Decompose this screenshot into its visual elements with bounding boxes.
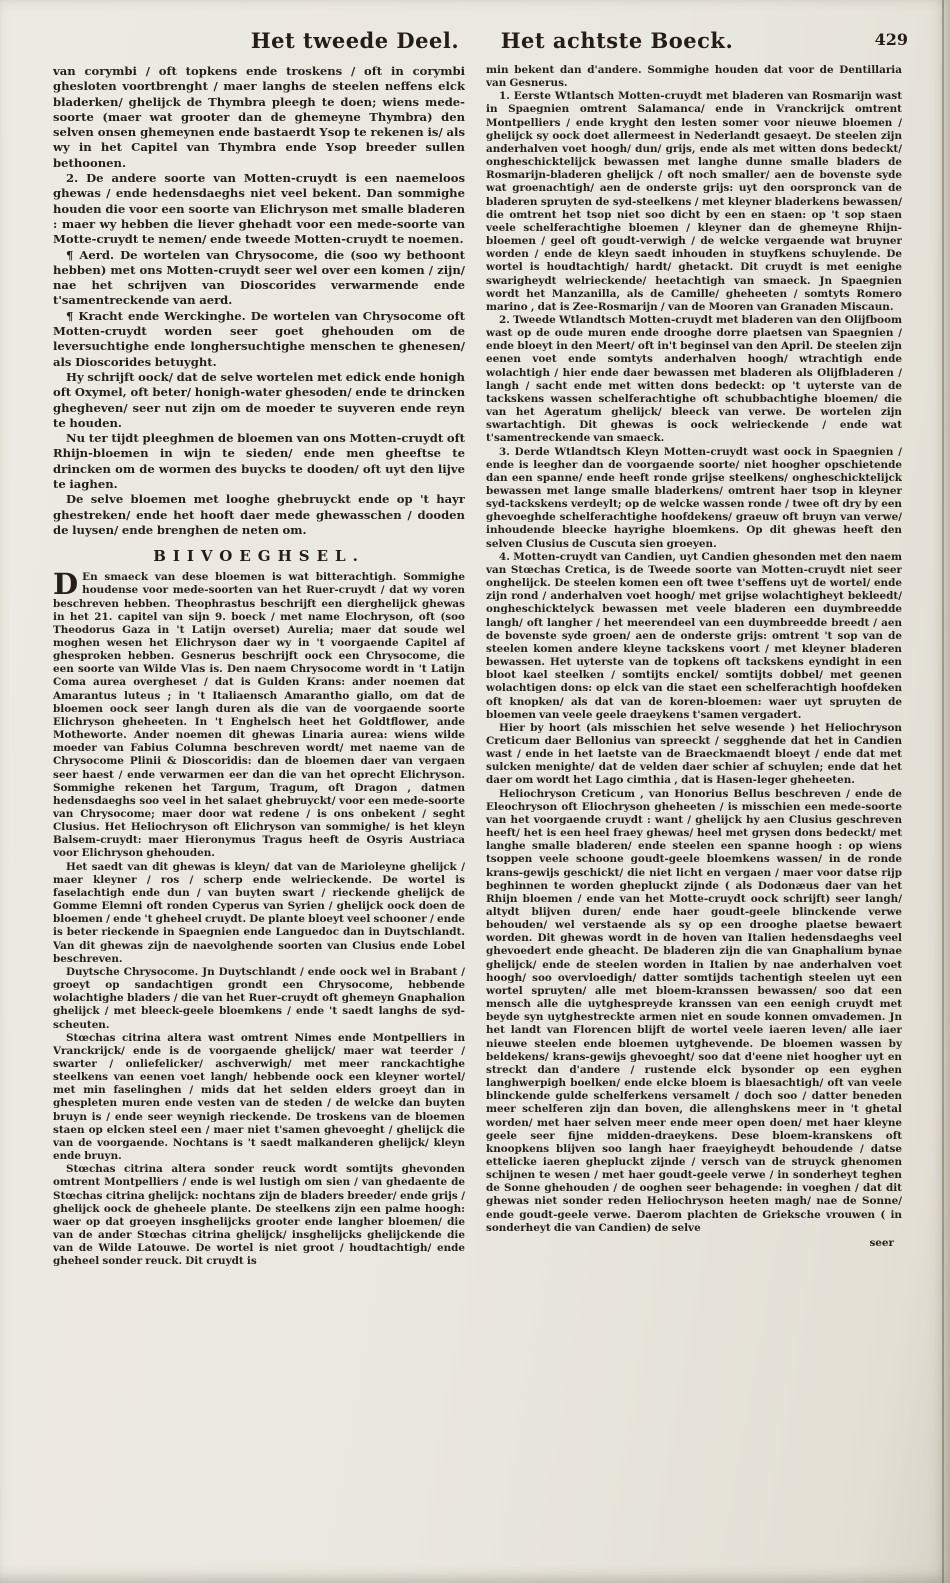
left-text-column: [53, 64, 465, 1549]
paragraph: 2. Tweede Wtlandtsch Motten-cruydt met bladeren van den Olijfboom wast op de oude muren ende drooghe dorre plaetsen van Spaegnien / ende bloeyt in den Meert/ oft in't beginsel van den April. De steelen zijn eenen voet ende somtyts anderhalven hoogh/ wtrachtigh ende wolachtigh / hier ende daer bewassen met bladeren als Olijfbladeren / langh / sacht ende met witten dons bedeckt: op 't uyterste van de tackskens wassen schelferachtighe oft schubbachtighe bloemen/ die van het Ageratum ghelijck/ bleeck van verwe. De wortelen zijn swartachtigh. Dit ghewas is oock welrieckende / ende wat t'samentreckende van smaeck.: [486, 313, 902, 445]
page-number: 429: [874, 30, 908, 49]
paragraph: min bekent dan d'andere. Sommighe houden dat voor de Dentillaria van Gesnerus.: [486, 64, 902, 90]
paragraph: Heliochryson Creticum , van Honorius Bellus beschreven / ende de Eleochryson oft Eliochryson gheheeten / is misschien een mede-soorte van het voorgaende cruydt : want / ghelijck hy aen Clusius geschreven heeft/ het is een heel fraey ghewas/ heel met grysen dons bedeckt/ met langhe smalle bladeren/ ende steelen een spanne hoogh : op wiens tsoppen veele schoone goudt-geele bloemkens wassen/ in de ronde krans-gewijs geschickt/ die niet licht en vergaen / maer voor datse rijp beghinnen te worden ghepluckt zijnde ( als Dodonæus daer van het Rhijn bloemen / ende van het Motte-cruydt oock schrijft) seer langh/ altydt blijven duren/ ende haer goudt-geele blinckende verwe behouden/ wel verstaende als sy op een drooghe plaetse bewaert worden. Dit ghewas wordt in de hoven van Italien hedensdaeghs veel ghevoedert ende gheacht. De bladeren zijn die van Gnaphalium bynae ghelijck/ ende de steelen worden in Italien by nae anderhalven voet hoogh/ soo overvloedigh/ datter somtijds tachentigh steelen uyt een wortel spruyten/ alle met bloem-kranssen bewassen/ soo dat een mensch alle die uytghespreyde kranssen van een eenigh cruydt met beyde syn uytghestreckte armen niet en soude konnen omvademen. Jn het landt van Florencen blijft de wortel veele iaeren leven/ alle iaer nieuwe steelen ende bloemen uytghevende. De bloemen wassen by beldekens/ krans-gewijs ghevoeght/ soo dat d'eene niet hoogher uyt en streckt dan d'andere / rustende elck bysonder op een eyghen langhwerpigh boelken/ ende elcke bloem is blaesachtigh/ oft van veele blinckende gulde schelferkens versamelt / doch soo / datter beneden meer schelferen zijn dan boven, die allenghskens meer in 't ghetal worden/ met haer selven meer ende meer open doen/ met haer kleyne geele seer fijne midden-draeykens. Dese bloem-kranskens oft knoopkens blijven soo langh haer fraeyigheydt behoudende / datse ettelicke iaeren ghepluckt zijnde / versch van de struyck ghenomen schijnen te wesen / met haer goudt-geele verwe / in sonderheyt teghen de Sonne ghehouden / de ooghen seer behagende: in voeghen / dat dit ghewas niet sonder reden Heliochryson heeten magh/ nae de Sonne/ ende goudt-geele verwe. Daerom plachten de Grieksche vrouwen ( in sonderheyt die van Candien) de selve: [486, 787, 902, 1234]
header-left-title: Het tweede Deel.: [250, 28, 460, 53]
drop-cap: D: [53, 567, 79, 602]
section-heading: BIIVOEGHSEL.: [153, 547, 365, 566]
paragraph: Stœchas citrina altera sonder reuck wordt somtijts ghevonden omtrent Montpelliers / ende is wel lustigh om sien / van ghedaente de Stœchas citrina ghelijck: nochtans zijn de bladers breeder/ ende grijs / ghelijck oock de gheheele plante. De steelkens zijn een palme hoogh: waer op dat groeyen insghelijcks grooter ende langher bloemen/ die van de ander Stœchas citrina ghelijck/ insghelijcks ghelijckende die van de Wilde Latouwe. De wortel is niet groot / houdtachtigh/ ende gheheel sonder reuck. Dit cruydt is: [53, 1163, 465, 1268]
paragraph: Hier by hoort (als misschien het selve wesende ) het Heliochryson Creticum daer Bellonius van spreeckt / segghende dat het in Candien wast / ende in het laetste van de Braeckmaendt bloeyt / ende dat met sulcken menighte/ dat de velden daer schier af schuylen; ende dat het daer om wordt het Lago cimthia , dat is Hasen-leger gheheeten.: [486, 721, 902, 787]
paragraph: 4. Motten-cruydt van Candien, uyt Candien ghesonden met den naem van Stœchas Cretica, is de Tweede soorte van Motten-cruydt niet seer onghelijck. De steelen komen een oft twee t'seffens uyt de wortel/ ende zijn rond / anderhalven voet hoogh/ met grijse wolachtigheyt bekleedt/ ongheschicktelyck bewassen met veele bladeren een duymbreedde langh/ oft langher / het meerendeel van een duymbreedde breedt / aen de bovenste syde groen/ aen de onderste grijs: omtrent 't sop van de steelen komen andere kleyne tackskens voort / met kleyner bladeren bewassen. Het uyterste van de topkens oft tackskens eyndight in een bloot kael steelken / somtijts enckel/ somtijts dobbel/ met geenen wolachtigen dons: op elck van die staet een schelferachtigh hoofdeken oft knopken/ als dat van de koren-bloemen: waer uyt spruyten de bloemen van veele geele draeykens t'samen vergadert.: [486, 550, 902, 721]
running-head: [0, 28, 950, 58]
paragraph: 3. Derde Wtlandtsch Kleyn Motten-cruydt wast oock in Spaegnien / ende is leegher dan de voorgaende soorte/ niet hoogher opschietende dan een spanne/ ende heeft ronde grijse steelkens/ ongheschicktelijck bewassen met lange smalle bladerkens/ omtrent haer tsop in kleyner syd-tackskens verdeylt; op de welcke wassen ronde / twee oft dry by een ghevoeghde schelferachtighe hoofdekens/ graeuw oft bruyn van verwe/ inhoudende bleecke hayrighe bloemkens. Op dit ghewas heeft den selven Clusius de Cuscuta sien groeyen.: [486, 445, 902, 550]
paragraph: Duytsche Chrysocome. Jn Duytschlandt / ende oock wel in Brabant / groeyt op sandachtigen grondt een Chrysocome, hebbende wolachtighe bladers / die van het Ruer-cruydt oft ghemeyn Gnaphalion ghelijck / met bleeck-geele bloemkens / ende 't saedt langhs de syd-scheuten.: [53, 965, 465, 1031]
paragraph: Nu ter tijdt pleeghmen de bloemen van ons Motten-cruydt oft Rhijn-bloemen in wijn te sieden/ ende men gheeftse te drincken om de wormen des buycks te dooden/ oft uyt den lijve te iaghen.: [53, 431, 465, 492]
paragraph: Hy schrijft oock/ dat de selve wortelen met edick ende honigh oft Oxymel, oft beter/ honigh-water ghesoden/ ende te drincken ghegheven/ seer nut zijn om de moeder te suyveren ende reyn te houden.: [53, 369, 465, 430]
paragraph: Het saedt van dit ghewas is kleyn/ dat van de Marioleyne ghelijck / maer kleyner / ros / scherp ende welrieckende. De wortel is faselachtigh ende dun / van buyten swart / rieckende ghelijck de Gomme Elemni oft ronden Cyperus van Syrien / ghelijck oock doen de bloemen / ende 't gheheel cruydt. De plante bloeyt veel schooner / ende is beter rieckende in Spaegnien ende Languedoc dan in Duytschlandt. Van dit ghewas zijn de naevolghende soorten van Clusius ende Lobel beschreven.: [53, 860, 465, 965]
catchword: seer: [869, 1236, 894, 1249]
paragraph: ¶ Kracht ende Werckinghe. De wortelen van Chrysocome oft Motten-cruydt worden seer goet ghehouden om de leversuchtighe ende longhersuchtighe menschen te ghenesen/ als Dioscorides betuyght.: [53, 308, 465, 369]
paragraph: 2. De andere soorte van Motten-cruydt is een naemeloos ghewas / ende hedensdaeghs niet veel bekent. Dan sommighe houden die voor een soorte van Elichryson met smalle bladeren : maer wy hebben die liever ghehadt voor een mede-soorte van Motte-cruydt te nemen/ ende tweede Motten-cruydt te noemen.: [53, 171, 465, 247]
paragraph: D En smaeck van dese bloemen is wat bitterachtigh. Sommighe houdense voor mede-soorten van het Ruer-cruydt / dat wy voren beschreven hebben. Theophrastus beschrijft een dierghelijck ghewas in het 21. capitel van sijn 9. boeck / met name Elochryson, oft (soo Theodorus Gaza in 't Latijn overset) Aurelia; maer dat soude wel moghen wesen het Elichryson daer wy in 't voorgaende Capitel af ghesproken hebben. Gesnerus beschrijft oock een Chrysocome, die een soorte van Wilde Vlas is. Den naem Chrysocome wordt in 't Latijn Coma aurea overgheset / dat is Gulden Krans: ander noemen dat Amarantus luteus ; in 't Italiaensch Amarantho giallo, om dat de bloemen oock seer langh duren als die van de voorgaende soorte Elichryson gheheeten. In 't Enghelsch heet het Goldtflower, ande Motheworte. Ander noemen dit ghewas Linaria aurea: wiens wilde moeder van Fabius Columna beschreven wordt/ met naeme van de Chrysocome Plinii & Dioscoridis: dan de bloemen daer van vergaen seer haest / ende verwarmen eer dan die van het oprecht Elichryson. Sommighe rekenen het Targum, Tragum, oft Dragon , datmen hedensdaeghs soo veel in het salaet ghebruyckt/ voor een mede-soorte van Chrysocome; maer door wat redene / is ons onbekent / seght Clusius. Het Heliochryson oft Elichryson van sommighe/ is het kleyn Balsem-cruydt: maer Hieronymus Tragus heeft de Osyris Austriaca voor Elichryson ghehouden.: [53, 567, 465, 860]
right-text-column: [486, 64, 902, 1549]
paragraph: ¶ Aerd. De wortelen van Chrysocome, die (soo wy bethoont hebben) met ons Motten-cruydt seer wel over een komen / zijn/ nae het schrijven van Dioscorides verwarmende ende t'samentreckende van aerd.: [53, 247, 465, 308]
header-right-title: Het achtste Boeck.: [500, 28, 734, 53]
paragraph: Stœchas citrina altera wast omtrent Nimes ende Montpelliers in Vranckrijck/ ende is de voorgaende ghelijck/ maer wat teerder / swarter / onliefelicker/ aschverwigh/ met meer ranckachtighe steelkens van eenen voet langh/ hebbende oock een kleyner wortel/ met min faselinghen / mids dat het selden elders groeyt dan in ghespleten muren ende vesten van de steden / de welcke dan buyten bruyn is / ende seer weynigh rieckende. De troskens van de bloemen staen op elcken steel een / maer niet t'samen ghevoeght / ghelijck die van de voorgaende. Nochtans is 't saedt malkanderen ghelijck/ kleyn ende bruyn.: [53, 1031, 465, 1163]
paragraph: van corymbi / oft topkens ende troskens / oft in corymbi ghesloten voortbrenght / maer langhs de steelen neffens elck bladerken/ ghelijck de Thymbra pleegh te doen; wiens mede-soorte (maer wat grooter dan de ghemeyne Thymbra) den selven onsen ghemeynen ende bastaerdt Ysop te rekenen is/ als wy in het Capitel van Thymbra ende Ysop breeder sullen bethoonen.: [53, 64, 465, 170]
paragraph: De selve bloemen met looghe ghebruyckt ende op 't hayr ghestreken/ ende het hooft daer mede ghewasschen / dooden de luysen/ ende brenghen de neten om.: [53, 492, 465, 537]
paragraph: 1. Eerste Wtlantsch Motten-cruydt met bladeren van Rosmarijn wast in Spaegnien omtrent Salamanca/ ende in Vranckrijck omtrent Montpelliers / ende kryght den lesten somer voor nieuwe bloemen / ghelijck sy oock doet allermeest in Nederlandt gesaeyt. De steelen zijn anderhalven voet hoogh/ dun/ grijs, ende als met witten dons bedeckt/ ongheschicktelijck bewassen met langhe dunne smalle bladers de Rosmarijn-bladeren ghelijck / oft noch smaller/ aen de bovenste syde wat groenachtigh/ aen de onderste grijs: uyt den oorspronck van de bladeren spruyten de syd-steelkens / met kleyner bladerkens bewassen/ die omtrent het tsop niet soo dicht by een en staen: op 't sop staen veele schelferachtighe bloemen / kleyner dan de ghemeyne Rhijn-bloemen / geel oft goudt-verwigh / de welcke vergaende wat bruyner worden / ende de kleyn saedt inhouden in stuyfkens schuylende. De wortel is houdtachtigh/ hardt/ ghetackt. Dit cruydt is met eenighe swarigheydt welrieckende/ heetachtigh van smaeck. Jn Spaegnien wordt het Manzanilla, als de Camille/ gheheeten / somtyts Romero marino , dat is Zee-Rosmarijn / van de Mooren van Granaden Miscaun.: [486, 90, 902, 313]
